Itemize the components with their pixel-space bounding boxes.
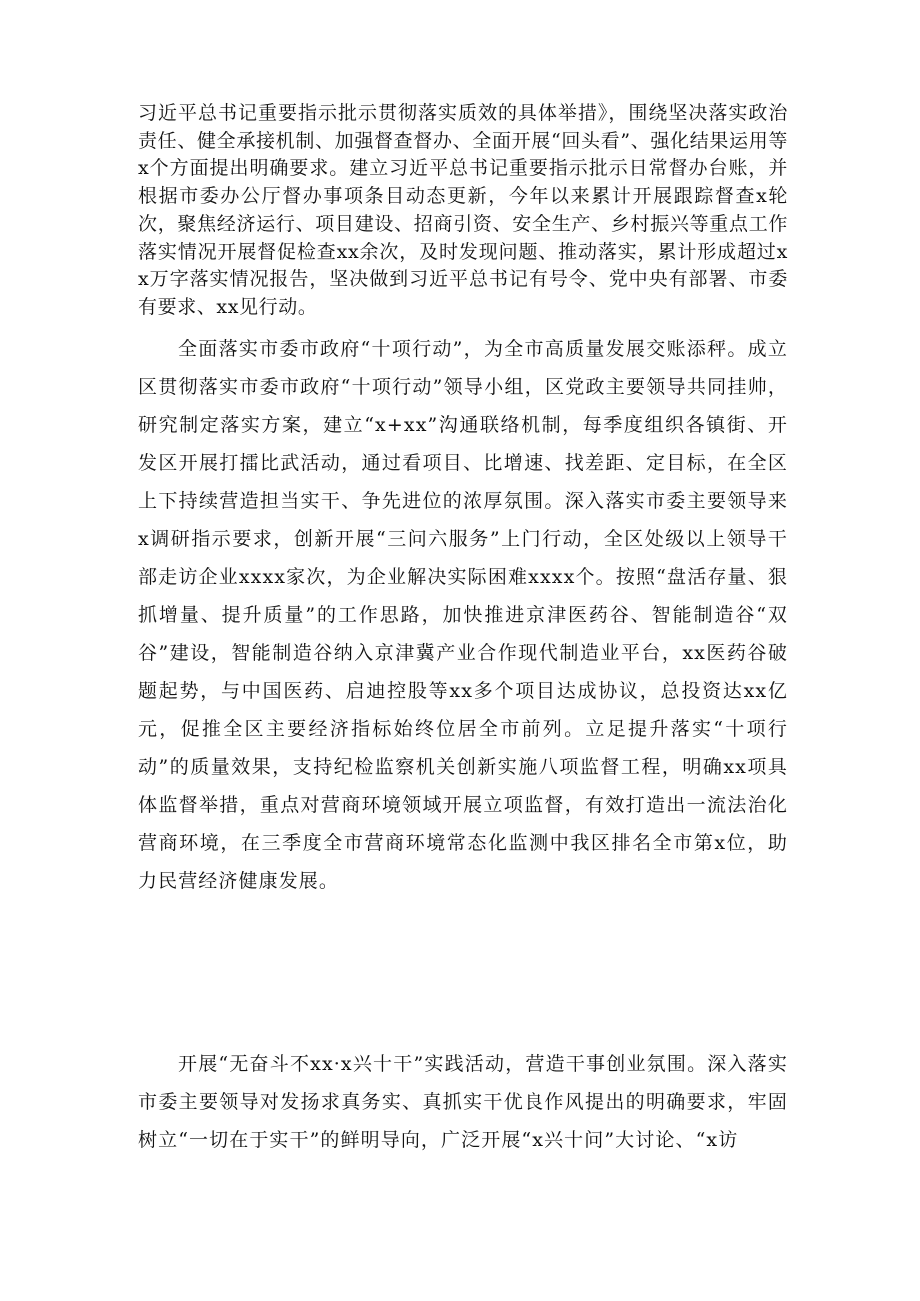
paragraph-1: 习近平总书记重要指示批示贯彻落实质效的具体举措》，围绕坚决落实政治责任、健全承接机制、加强督查督办、全面开展“回头看”、强化结果运用等x个方面提出明确要求。建立习近平总书记重要指示批示日常督办台账，并根据市委办公厅督办事项条目动态更新，今年以来累计开展跟踪督查x轮次，聚焦经济运行、项目建设、招商引资、安全生产、乡村振兴等重点工作落实情况开展督促检查xx余次，及时发现问题、推动落实，累计形成超过xx万字落实情况报告，坚决做到习近平总书记有号令、党中央有部署、市委有要求、xx见行动。 (138, 102, 788, 318)
paragraph-3: 开展“无奋斗不xx·x兴十干”实践活动，营造干事创业氛围。深入落实市委主要领导对发扬求真务实、真抓实干优良作风提出的明确要求，牢固树立“一切在于实干”的鲜明导向，广泛开展“x兴十问”大讨论、“x访 (138, 1053, 788, 1151)
paragraph-2: 全面落实市委市政府“十项行动”，为全市高质量发展交账添秤。成立区贯彻落实市委市政府“十项行动”领导小组，区党政主要领导共同挂帅，研究制定落实方案，建立“x+xx”沟通联络机制，每季度组织各镇街、开发区开展打擂比武活动，通过看项目、比增速、找差距、定目标，在全区上下持续营造担当实干、争先进位的浓厚氛围。深入落实市委主要领导来x调研指示要求，创新开展“三问六服务”上门行动，全区处级以上领导干部走访企业xxxx家次，为企业解决实际困难xxxx个。按照“盘活存量、狠抓增量、提升质量”的工作思路，加快推进京津医药谷、智能制造谷“双谷”建设，智能制造谷纳入京津冀产业合作现代制造业平台，xx医药谷破题起势，与中国医药、启迪控股等xx多个项目达成协议，总投资达xx亿元，促推全区主要经济指标始终位居全市前列。立足提升落实“十项行动”的质量效果，支持纪检监察机关创新实施八项监督工程，明确xx项具体监督举措，重点对营商环境领域开展立项监督，有效打造出一流法治化营商环境，在三季度全市营商环境常态化监测中我区排名全市第x位，助力民营经济健康发展。 (138, 338, 788, 892)
